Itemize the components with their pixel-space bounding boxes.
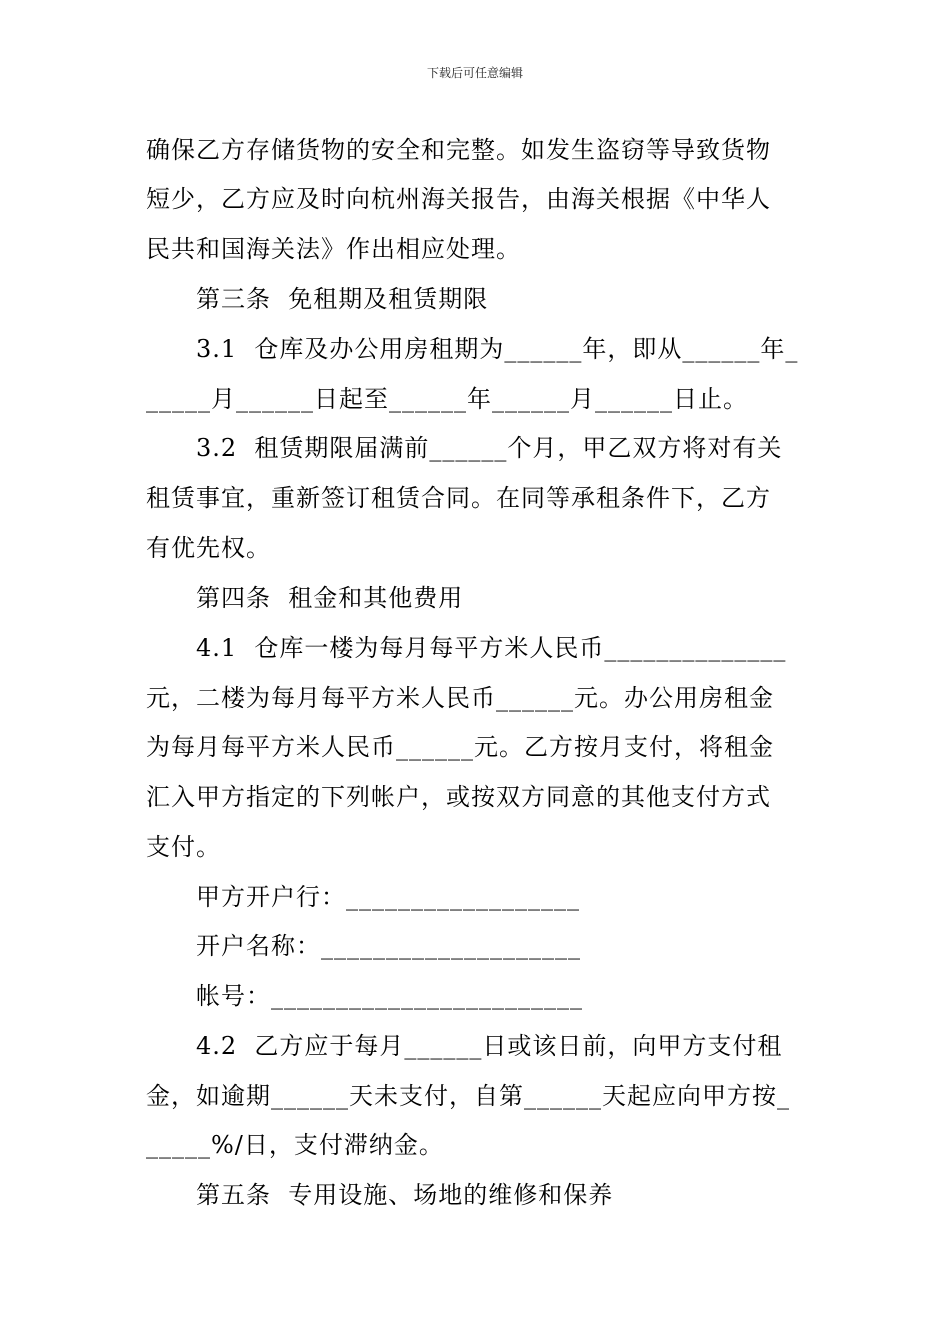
account-name-field: 开户名称：____________________ [196,932,581,960]
account-number-field: 帐号：________________________ [196,982,583,1010]
section-heading-4: 第四条 租金和其他费用 [196,584,464,612]
clause-4-2-line-2: 金，如逾期______天未支付，自第______天起应向甲方按_ [146,1082,790,1110]
bank-field: 甲方开户行：__________________ [196,883,580,911]
page-header: 下载后可任意编辑 [426,66,523,80]
section-heading-5: 第五条 专用设施、场地的维修和保养 [196,1181,614,1209]
clause-4-2-line-3: _____%/日，支付滞纳金。 [146,1131,444,1159]
clause-3-2-line-1: 3.2 租赁期限届满前______个月，甲乙双方将对有关 [196,434,783,462]
clause-3-2-line-2: 租赁事宜，重新签订租赁合同。在同等承租条件下，乙方 [146,484,771,512]
body-line-2: 短少，乙方应及时向杭州海关报告，由海关根据《中华人 [146,185,771,213]
clause-4-2-line-1: 4.2 乙方应于每月______日或该日前，向甲方支付租 [196,1032,783,1060]
clause-4-1-line-5: 支付。 [146,833,221,861]
body-line-1: 确保乙方存储货物的安全和完整。如发生盗窃等导致货物 [146,136,771,164]
clause-3-2-line-3: 有优先权。 [146,534,271,562]
clause-3-1-line-2: _____月______日起至______年______月______日止。 [146,385,748,413]
clause-4-1-line-4: 汇入甲方指定的下列帐户，或按双方同意的其他支付方式 [146,783,771,811]
clause-4-1-line-2: 元，二楼为每月每平方米人民币______元。办公用房租金 [146,684,774,712]
clause-4-1-line-3: 为每月每平方米人民币______元。乙方按月支付，将租金 [146,733,774,761]
clause-4-1-line-1: 4.1 仓库一楼为每月每平方米人民币______________ [196,634,787,662]
section-heading-3: 第三条 免租期及租赁期限 [196,285,489,313]
clause-3-1-line-1: 3.1 仓库及办公用房租期为______年，即从______年_ [196,335,799,363]
body-line-3: 民共和国海关法》作出相应处理。 [146,235,521,263]
